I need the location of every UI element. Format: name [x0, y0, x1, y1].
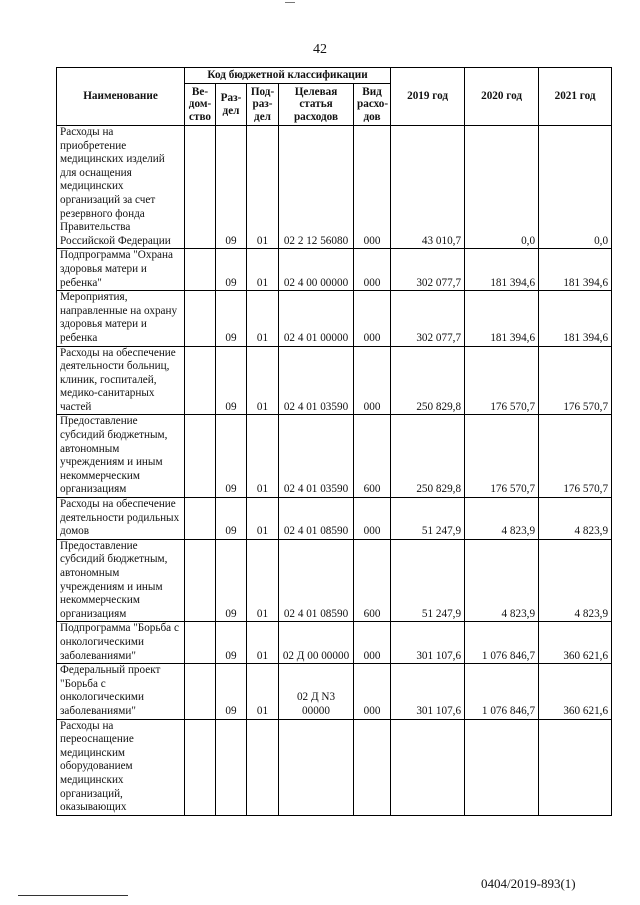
row-2020: 1 076 846,7: [465, 622, 539, 664]
row-target: 02 4 00 00000: [279, 249, 354, 291]
row-razdel: 09: [216, 664, 247, 719]
row-2020: 4 823,9: [465, 498, 539, 540]
row-podrazdel: 01: [247, 249, 279, 291]
row-podrazdel: [247, 719, 279, 815]
header-2021: 2021 год: [539, 68, 612, 126]
row-vid: 000: [354, 622, 391, 664]
row-name: Федеральный проект "Борьба с онкологическими заболеваниями": [57, 664, 185, 719]
row-2021: 176 570,7: [539, 415, 612, 498]
row-name: Мероприятия, направленные на охрану здоровья матери и ребенка: [57, 291, 185, 346]
footer-rule: [18, 895, 128, 896]
row-target: 02 4 01 08590: [279, 539, 354, 622]
page-number: 42: [313, 42, 327, 57]
row-podrazdel: 01: [247, 415, 279, 498]
row-target: [279, 719, 354, 815]
header-podrazdel: Под- раз- дел: [247, 84, 279, 126]
row-vid: 600: [354, 539, 391, 622]
row-name: Подпрограмма "Охрана здоровья матери и ребенка": [57, 249, 185, 291]
row-ved: [185, 415, 216, 498]
table-row: [57, 664, 612, 719]
row-target: 02 4 01 00000: [279, 291, 354, 346]
row-vid: [354, 719, 391, 815]
table-row: [57, 498, 612, 540]
table-row: [57, 126, 612, 249]
row-2020: 0,0: [465, 126, 539, 249]
row-target: 02 4 01 03590: [279, 346, 354, 415]
row-2020: 176 570,7: [465, 346, 539, 415]
row-2021: 360 621,6: [539, 664, 612, 719]
row-razdel: 09: [216, 126, 247, 249]
row-vid: 000: [354, 249, 391, 291]
row-ved: [185, 664, 216, 719]
row-razdel: 09: [216, 539, 247, 622]
row-name: Расходы на обеспечение деятельности родильных домов: [57, 498, 185, 540]
row-2019: 51 247,9: [391, 539, 465, 622]
row-2020: 181 394,6: [465, 291, 539, 346]
row-target: 02 Д 00 00000: [279, 622, 354, 664]
row-podrazdel: 01: [247, 664, 279, 719]
row-2020: 4 823,9: [465, 539, 539, 622]
row-2021: 360 621,6: [539, 622, 612, 664]
row-name: Расходы на приобретение медицинских изделий для оснащения медицинских организаций за счет резервного фонда Правительства Российской Федерации: [57, 126, 185, 249]
row-name: Подпрограмма "Борьба с онкологическими заболеваниями": [57, 622, 185, 664]
table-row: [57, 249, 612, 291]
header-vid: Вид расхо- дов: [354, 84, 391, 126]
row-name: Расходы на переоснащение медицинским оборудованием медицинских организаций, оказывающих: [57, 719, 185, 815]
row-2019: 302 077,7: [391, 249, 465, 291]
header-2019: 2019 год: [391, 68, 465, 126]
budget-table: [56, 67, 612, 816]
table-row: [57, 622, 612, 664]
row-2019: 250 829,8: [391, 415, 465, 498]
row-2021: 181 394,6: [539, 291, 612, 346]
row-vid: 000: [354, 498, 391, 540]
row-razdel: 09: [216, 249, 247, 291]
row-2021: 4 823,9: [539, 498, 612, 540]
row-2019: 301 107,6: [391, 622, 465, 664]
row-razdel: 09: [216, 498, 247, 540]
row-podrazdel: 01: [247, 291, 279, 346]
row-ved: [185, 291, 216, 346]
row-vid: 000: [354, 664, 391, 719]
row-2020: 181 394,6: [465, 249, 539, 291]
header-ved: Ве- дом- ство: [185, 84, 216, 126]
row-2020: 1 076 846,7: [465, 664, 539, 719]
row-ved: [185, 249, 216, 291]
row-podrazdel: 01: [247, 539, 279, 622]
header-2020: 2020 год: [465, 68, 539, 126]
header-target: Целевая статья расходов: [279, 84, 354, 126]
row-ved: [185, 346, 216, 415]
table-row: [57, 415, 612, 498]
row-2019: 301 107,6: [391, 664, 465, 719]
row-2020: 176 570,7: [465, 415, 539, 498]
row-podrazdel: 01: [247, 126, 279, 249]
row-ved: [185, 126, 216, 249]
header-budget-code: Код бюджетной классификации: [185, 68, 391, 84]
row-2019: 43 010,7: [391, 126, 465, 249]
row-2021: 0,0: [539, 126, 612, 249]
row-target: 02 2 12 56080: [279, 126, 354, 249]
document-code: 0404/2019-893(1): [481, 876, 576, 891]
row-ved: [185, 719, 216, 815]
table-row: [57, 291, 612, 346]
table-row: [57, 539, 612, 622]
row-2020: [465, 719, 539, 815]
row-2019: [391, 719, 465, 815]
row-name: Предоставление субсидий бюджетным, автономным учреждениям и иным некоммерческим организациям: [57, 415, 185, 498]
row-ved: [185, 498, 216, 540]
table-row: [57, 719, 612, 815]
row-ved: [185, 622, 216, 664]
row-podrazdel: 01: [247, 622, 279, 664]
row-target: 02 4 01 08590: [279, 498, 354, 540]
row-razdel: 09: [216, 415, 247, 498]
row-2021: 176 570,7: [539, 346, 612, 415]
row-podrazdel: 01: [247, 346, 279, 415]
row-name: Расходы на обеспечение деятельности больниц, клиник, госпиталей, медико-санитарных частей: [57, 346, 185, 415]
row-razdel: 09: [216, 622, 247, 664]
row-podrazdel: 01: [247, 498, 279, 540]
row-2019: 51 247,9: [391, 498, 465, 540]
row-vid: 000: [354, 346, 391, 415]
row-2021: [539, 719, 612, 815]
row-name: Предоставление субсидий бюджетным, автономным учреждениям и иным некоммерческим организациям: [57, 539, 185, 622]
row-razdel: [216, 719, 247, 815]
row-target: 02 Д N3 00000: [279, 664, 354, 719]
row-2019: 250 829,8: [391, 346, 465, 415]
row-2021: 4 823,9: [539, 539, 612, 622]
table-row: [57, 346, 612, 415]
scan-artifact: [285, 2, 295, 3]
row-target: 02 4 01 03590: [279, 415, 354, 498]
row-vid: 600: [354, 415, 391, 498]
row-razdel: 09: [216, 291, 247, 346]
row-2019: 302 077,7: [391, 291, 465, 346]
row-razdel: 09: [216, 346, 247, 415]
row-vid: 000: [354, 126, 391, 249]
row-2021: 181 394,6: [539, 249, 612, 291]
header-razdel: Раз- дел: [216, 84, 247, 126]
row-vid: 000: [354, 291, 391, 346]
header-name: Наименование: [57, 68, 185, 126]
row-ved: [185, 539, 216, 622]
